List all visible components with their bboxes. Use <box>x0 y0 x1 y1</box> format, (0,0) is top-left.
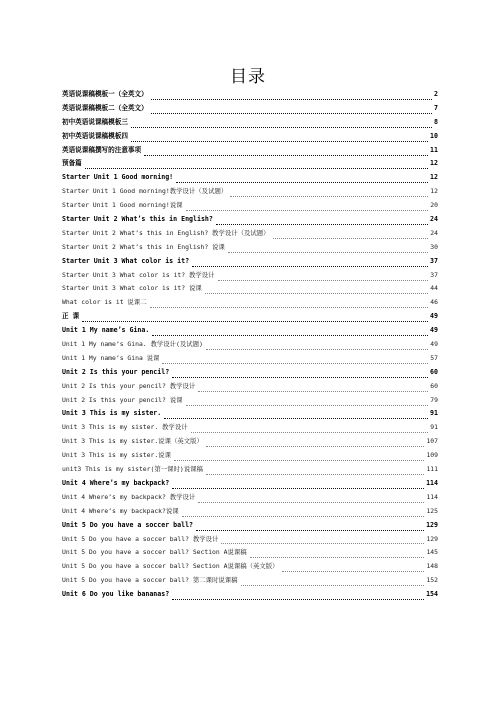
toc-entry[interactable] <box>62 102 438 116</box>
toc-entry-label: 初中英语说课稿模板四 <box>62 131 128 140</box>
toc-entry-page-number: 60 <box>430 381 438 390</box>
toc-entry-label: 英语说课稿撰写的注意事项 <box>62 145 142 154</box>
toc-leader-dots <box>206 437 425 447</box>
toc-entry-page-number: 109 <box>426 451 438 460</box>
toc-leader-dots <box>192 257 428 267</box>
toc-entry-page-number: 20 <box>430 201 438 210</box>
toc-leader-dots <box>82 312 428 322</box>
toc-leader-dots <box>172 479 424 489</box>
toc-title: 目录 <box>230 67 266 87</box>
toc-entry[interactable] <box>62 463 438 477</box>
toc-entry-page-number: 145 <box>426 548 438 557</box>
toc-entry[interactable] <box>62 171 438 185</box>
toc-entry-label: Unit 2 Is this your pencil? <box>62 367 170 376</box>
toc-entry[interactable] <box>62 519 438 533</box>
toc-entry[interactable] <box>62 255 438 269</box>
toc-entry-page-number: 152 <box>426 576 438 585</box>
toc-leader-dots <box>230 187 428 197</box>
toc-leader-dots <box>241 576 425 586</box>
toc-entry[interactable] <box>62 199 438 213</box>
toc-entry-page-number: 44 <box>430 284 438 293</box>
toc-leader-dots <box>191 423 429 433</box>
toc-entry-page-number: 111 <box>426 465 438 474</box>
toc-entry-label: Unit 1 My name’s Gina 说课 <box>62 353 160 362</box>
toc-entry-label: Unit 1 My name’s Gina. <box>62 326 150 335</box>
toc-entry-label: Unit 2 Is this your pencil? 教学设计 <box>62 381 196 390</box>
toc-leader-dots <box>150 298 429 308</box>
toc-entry-label: 初中英语说课稿模板三 <box>62 117 128 126</box>
toc-leader-dots <box>198 493 424 503</box>
toc-entry-page-number: 91 <box>430 409 438 418</box>
toc-entry-label: 英语说课稿模板二（全英文） <box>62 103 148 112</box>
toc-leader-dots <box>206 465 425 475</box>
toc-entry-page-number: 148 <box>426 562 438 571</box>
toc-entry-label: Starter Unit 3 What color is it? 说课 <box>62 284 202 293</box>
toc-entry-page-number: 114 <box>426 492 438 501</box>
toc-leader-dots <box>164 409 428 419</box>
toc-entry-label: Starter Unit 2 What’s this in English? 教学设计（及试题） <box>62 228 270 237</box>
toc-entry-page-number: 24 <box>430 215 438 224</box>
toc-entry[interactable] <box>62 324 438 338</box>
toc-entry-page-number: 49 <box>430 312 438 321</box>
toc-leader-dots <box>282 562 425 572</box>
toc-entry[interactable] <box>62 227 438 241</box>
toc-entry-label: Unit 5 Do you have a soccer ball? Section A说课稿 <box>62 548 247 557</box>
toc-leader-dots <box>205 284 429 294</box>
toc-entry[interactable] <box>62 505 438 519</box>
toc-leader-dots <box>273 229 429 239</box>
toc-entry[interactable] <box>62 366 438 380</box>
toc-entry-page-number: 46 <box>430 298 438 307</box>
toc-leader-dots <box>182 507 425 517</box>
toc-leader-dots <box>172 368 428 378</box>
toc-entry-page-number: 12 <box>430 173 438 182</box>
toc-entry-label: Unit 2 Is this your pencil? 说课 <box>62 395 183 404</box>
toc-entry[interactable] <box>62 491 438 505</box>
toc-leader-dots <box>216 215 428 225</box>
toc-entry-label: Unit 4 Where’s my backpack?说课 <box>62 506 179 515</box>
toc-entry-label: Starter Unit 2 What’s this in English? <box>62 215 213 224</box>
toc-entry[interactable] <box>62 435 438 449</box>
toc-leader-dots <box>196 521 424 531</box>
toc-entry-label: Unit 3 This is my sister. <box>62 409 162 418</box>
toc-leader-dots <box>144 146 428 156</box>
toc-entry[interactable] <box>62 352 438 366</box>
toc-entry-label: 正 课 <box>62 312 80 321</box>
toc-entry-page-number: 7 <box>434 103 438 112</box>
toc-entry-page-number: 154 <box>426 590 438 599</box>
toc-entry[interactable] <box>62 269 438 283</box>
toc-entry-page-number: 2 <box>434 90 438 98</box>
toc-entry-page-number: 57 <box>430 353 438 362</box>
toc-entry-page-number: 91 <box>430 423 438 432</box>
toc-entry[interactable] <box>62 157 438 171</box>
toc-leader-dots <box>131 132 428 142</box>
toc-leader-dots <box>218 271 429 281</box>
toc-leader-dots <box>186 396 429 406</box>
toc-entry-label: 英语说课稿模板一（全英文） <box>62 90 148 98</box>
toc-entry[interactable] <box>62 574 438 588</box>
toc-entry-label: Unit 3 This is my sister.说课 <box>62 451 171 460</box>
toc-entry[interactable] <box>62 88 438 102</box>
toc-entry-page-number: 125 <box>426 506 438 515</box>
toc-entry-page-number: 37 <box>430 270 438 279</box>
toc-entry[interactable] <box>62 296 438 310</box>
toc-entry-label: Unit 5 Do you have a soccer ball? 第二课时说课稿 <box>62 576 238 585</box>
toc-entry-label: Unit 6 Do you like bananas? <box>62 590 170 599</box>
toc-entry-page-number: 11 <box>430 145 438 154</box>
toc-entry[interactable] <box>62 241 438 255</box>
toc-entry-page-number: 24 <box>430 228 438 237</box>
toc-leader-dots <box>172 590 424 600</box>
toc-entry[interactable] <box>62 282 438 296</box>
toc-leader-dots <box>151 104 432 114</box>
toc-entry-label: Starter Unit 3 What color is it? <box>62 256 190 265</box>
toc-entry-label: Unit 3 This is my sister.说课（英文版） <box>62 437 203 446</box>
toc-entry-label: Unit 3 This is my sister. 教学设计 <box>62 423 188 432</box>
toc-leader-dots <box>186 201 429 211</box>
toc-entry[interactable] <box>62 130 438 144</box>
toc-leader-dots <box>221 534 424 544</box>
toc-entry-page-number: 107 <box>426 437 438 446</box>
toc-entry-label: Starter Unit 1 Good morning! <box>62 173 174 182</box>
toc-entry[interactable] <box>62 533 438 547</box>
toc-entry-page-number: 114 <box>426 478 438 487</box>
toc-entry[interactable] <box>62 116 438 130</box>
toc-entry-label: Unit 4 Where’s my backpack? 教学设计 <box>62 492 196 501</box>
toc-leader-dots <box>250 548 425 558</box>
toc-leader-dots <box>198 382 428 392</box>
toc-entry-label: Unit 5 Do you have a soccer ball? 教学设计 <box>62 534 219 543</box>
toc-entry[interactable] <box>62 185 438 199</box>
toc-entry-label: unit3 This is my sister(第一课时)说课稿 <box>62 465 203 474</box>
toc-entry-page-number: 49 <box>430 340 438 349</box>
toc-entry-page-number: 8 <box>434 117 438 126</box>
toc-entry-page-number: 129 <box>426 520 438 529</box>
toc-entry-label: Unit 1 My name’s Gina. 教学设计(及试题) <box>62 340 203 349</box>
toc-entry-label: Unit 5 Do you have a soccer ball? <box>62 520 194 529</box>
toc-entry-page-number: 10 <box>430 131 438 140</box>
toc-leader-dots <box>176 173 428 183</box>
toc-entry[interactable] <box>62 546 438 560</box>
toc-entry-label: Starter Unit 2 What’s this in English? 说课 <box>62 242 225 251</box>
toc-entry-page-number: 37 <box>430 256 438 265</box>
toc-entry[interactable] <box>62 310 438 324</box>
toc-entry[interactable] <box>62 338 438 352</box>
toc-leader-dots <box>162 354 428 364</box>
toc-entry-label: Starter Unit 1 Good morning!教学设计（及试题） <box>62 187 228 196</box>
toc-entry[interactable] <box>62 477 438 491</box>
toc-entry[interactable] <box>62 407 438 421</box>
toc-entry-label: Starter Unit 3 What color is it? 教学设计 <box>62 270 215 279</box>
toc-entry-page-number: 12 <box>430 187 438 196</box>
toc-entry[interactable] <box>62 449 438 463</box>
toc-leader-dots <box>152 326 428 336</box>
toc-entry-label: 预备篇 <box>62 159 82 168</box>
toc-entry-page-number: 49 <box>430 326 438 335</box>
toc-entry[interactable] <box>62 421 438 435</box>
toc-leader-dots <box>174 451 424 461</box>
toc-entry[interactable] <box>62 560 438 574</box>
toc-entry-label: Unit 5 Do you have a soccer ball? Section A说课稿（英文版） <box>62 562 279 571</box>
toc-entry-label: Unit 4 Where’s my backpack? <box>62 478 170 487</box>
toc-entry-page-number: 60 <box>430 367 438 376</box>
toc-entry-label: What color is it 说课二 <box>62 298 147 307</box>
toc-entry[interactable] <box>62 144 438 158</box>
toc-entry[interactable] <box>62 394 438 408</box>
toc-entry[interactable] <box>62 380 438 394</box>
toc-entry-page-number: 129 <box>426 534 438 543</box>
toc-leader-dots <box>228 243 428 253</box>
toc-leader-dots <box>151 90 432 100</box>
toc-entry-page-number: 12 <box>430 159 438 168</box>
toc-entry[interactable] <box>62 588 438 602</box>
toc-entry-page-number: 79 <box>430 395 438 404</box>
toc-leader-dots <box>206 340 428 350</box>
toc-entry-label: Starter Unit 1 Good morning!说课 <box>62 201 183 210</box>
toc-list <box>62 88 438 602</box>
toc-entry[interactable] <box>62 213 438 227</box>
toc-entry-page-number: 30 <box>430 242 438 251</box>
toc-leader-dots <box>85 159 428 169</box>
toc-leader-dots <box>131 118 432 128</box>
